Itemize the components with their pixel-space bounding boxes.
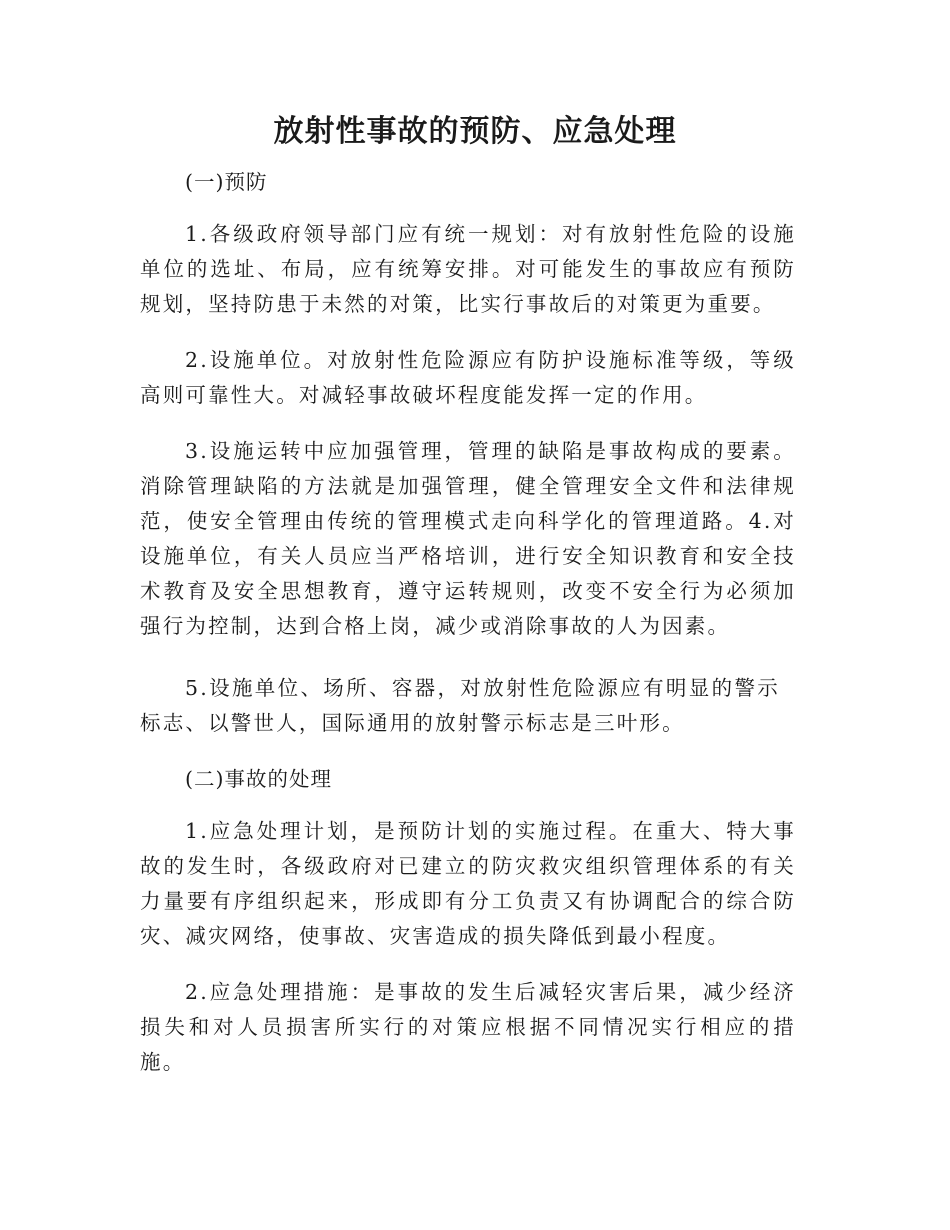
paragraph-4: 5.设施单位、场所、容器，对放射性危险源应有明显的警示标志、以警世人，国际通用的放射警示标志是三叶形。: [140, 676, 780, 735]
paragraph-1: 1.各级政府领导部门应有统一规划：对有放射性危险的设施单位的选址、布局，应有统筹安排。对可能发生的事故应有预防规划，坚持防患于未然的对策，比实行事故后的对策更为重要。: [140, 222, 796, 316]
document-title: 放射性事故的预防、应急处理: [273, 114, 677, 149]
paragraph-6: 2.应急处理措施：是事故的发生后减轻灾害后果，减少经济损失和对人员损害所实行的对策应根据不同情况实行相应的措施。: [140, 980, 796, 1074]
section-heading-prevention: (一)预防: [185, 170, 268, 194]
section-heading-handling: (二)事故的处理: [185, 767, 332, 791]
paragraph-2: 2.设施单位。对放射性危险源应有防护设施标准等级，等级高则可靠性大。对减轻事故破坏程度能发挥一定的作用。: [140, 348, 796, 407]
paragraph-5: 1.应急处理计划，是预防计划的实施过程。在重大、特大事故的发生时，各级政府对已建立的防灾救灾组织管理体系的有关力量要有序组织起来，形成即有分工负责又有协调配合的综合防灾、减灾网络，使事故、灾害造成的损失降低到最小程度。: [140, 819, 796, 948]
paragraph-3: 3.设施运转中应加强管理，管理的缺陷是事故构成的要素。消除管理缺陷的方法就是加强管理，健全管理安全文件和法律规范，使安全管理由传统的管理模式走向科学化的管理道路。4.对设施单位，有关人员应当严格培训，进行安全知识教育和安全技术教育及安全思想教育，遵守运转规则，改变不安全行为必须加强行为控制，达到合格上岗，减少或消除事故的人为因素。: [140, 439, 796, 638]
